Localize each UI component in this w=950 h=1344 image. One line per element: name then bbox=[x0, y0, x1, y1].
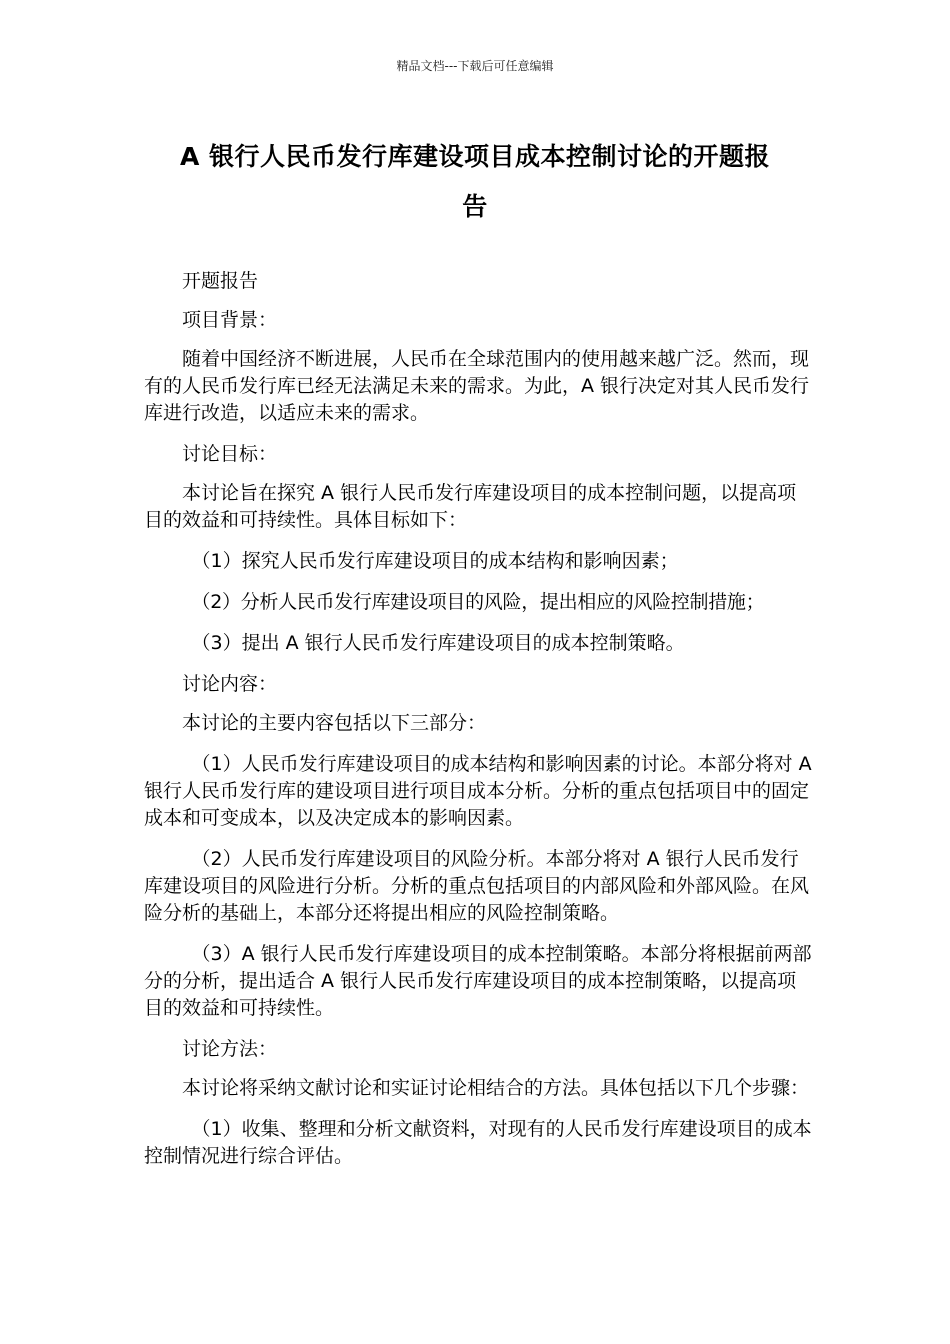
objective-item-2: （2）分析人民币发行库建设项目的风险，提出相应的风险控制措施； bbox=[191, 591, 765, 613]
document-body bbox=[144, 268, 818, 1184]
content-item-2: （2）人民币发行库建设项目的风险分析。本部分将对 A 银行人民币发行库建设项目的风险进行分析。分析的重点包括项目的内部风险和外部风险。在风险分析的基础上，本部分还将提出相应的风险控制策略。 bbox=[144, 848, 810, 924]
document-title-line-2: 告 bbox=[462, 192, 488, 221]
paragraph-objectives: 本讨论旨在探究 A 银行人民币发行库建设项目的成本控制问题，以提高项目的效益和可持续性。具体目标如下： bbox=[144, 482, 797, 531]
paragraph-background: 随着中国经济不断进展，人民币在全球范围内的使用越来越广泛。然而，现有的人民币发行库已经无法满足未来的需求。为此，A 银行决定对其人民币发行库进行改造，以适应未来的需求。 bbox=[144, 348, 810, 424]
paragraph-content-intro: 本讨论的主要内容包括以下三部分： bbox=[182, 712, 487, 734]
objective-item-3: （3）提出 A 银行人民币发行库建设项目的成本控制策略。 bbox=[191, 632, 685, 654]
content-item-1: （1）人民币发行库建设项目的成本结构和影响因素的讨论。本部分将对 A 银行人民币发行库的建设项目进行项目成本分析。分析的重点包括项目中的固定成本和可变成本，以及决定成本的影响因素。 bbox=[144, 753, 818, 829]
content-item-3: （3）A 银行人民币发行库建设项目的成本控制策略。本部分将根据前两部分的分析，提出适合 A 银行人民币发行库建设项目的成本控制策略，以提高项目的效益和可持续性。 bbox=[144, 943, 812, 1019]
document-title-line-1: A 银行人民币发行库建设项目成本控制讨论的开题报 bbox=[179, 142, 771, 171]
objective-item-1: （1）探究人民币发行库建设项目的成本结构和影响因素； bbox=[191, 550, 679, 572]
section-heading-background: 项目背景： bbox=[182, 309, 278, 331]
section-heading-report: 开题报告 bbox=[182, 270, 259, 292]
document-title bbox=[140, 132, 810, 232]
page-header: 精品文档---下载后可任意编辑 bbox=[396, 59, 554, 73]
section-heading-method: 讨论方法： bbox=[182, 1038, 278, 1060]
section-heading-objectives: 讨论目标： bbox=[182, 443, 278, 465]
method-item-1: （1）收集、整理和分析文献资料，对现有的人民币发行库建设项目的成本控制情况进行综合评估。 bbox=[144, 1118, 812, 1167]
section-heading-content: 讨论内容： bbox=[182, 673, 278, 695]
paragraph-method: 本讨论将采纳文献讨论和实证讨论相结合的方法。具体包括以下几个步骤： bbox=[182, 1077, 810, 1099]
